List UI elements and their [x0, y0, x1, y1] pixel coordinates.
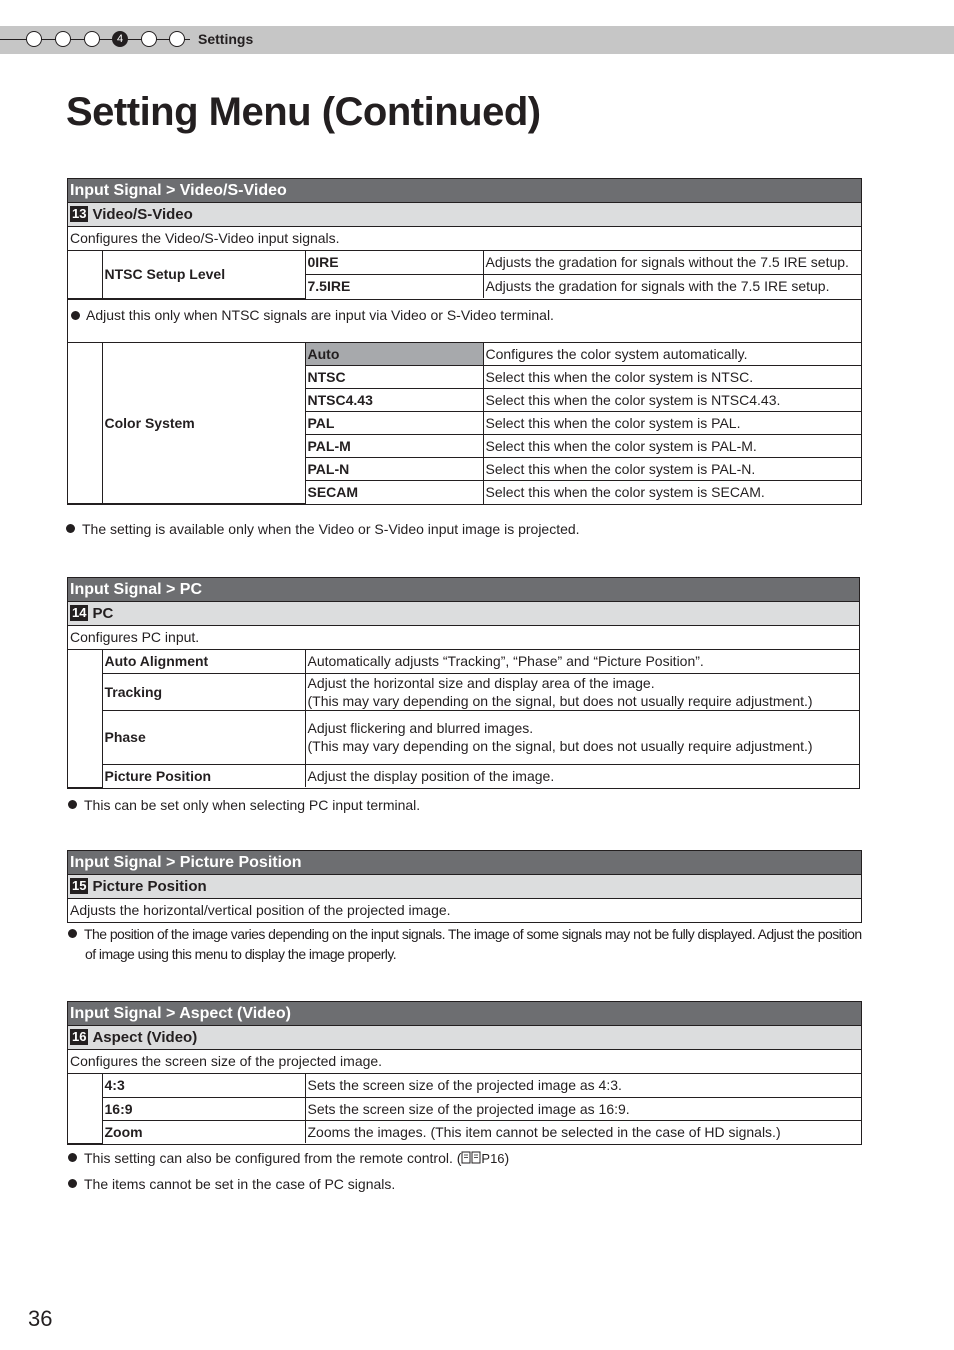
option-name: SECAM — [305, 481, 483, 504]
picture-position-note — [68, 924, 928, 964]
setting-description — [305, 673, 859, 710]
item-number: 15 — [72, 878, 87, 893]
color-system-table — [68, 343, 861, 505]
option-name: NTSC4.43 — [305, 389, 483, 412]
table-row — [68, 1120, 861, 1143]
chapter-marker-1 — [26, 31, 42, 47]
table-row — [68, 251, 861, 274]
block-header: Input Signal > PC — [68, 578, 859, 602]
option-name: 0IRE — [305, 251, 483, 274]
option-name: PAL — [305, 412, 483, 435]
picture-position-block — [67, 850, 862, 923]
setting-name: Color System — [102, 343, 305, 504]
indent-cell — [68, 1074, 102, 1143]
chapter-marker-2 — [55, 31, 71, 47]
note-text: This can be set only when selecting PC input terminal. — [84, 797, 421, 813]
page-title: Setting Menu (Continued) — [66, 90, 541, 134]
indent-cell — [68, 251, 102, 298]
table-row — [68, 1097, 861, 1120]
book-reference-icon — [461, 1151, 481, 1164]
item-number: 14 — [72, 605, 87, 620]
note-text: Adjust this only when NTSC signals are input via Video or S-Video terminal. — [86, 306, 554, 323]
option-name: NTSC — [305, 366, 483, 389]
indent-cell — [68, 343, 102, 504]
description-line: (This may vary depending on the signal, but does not usually require adjustment.) — [307, 692, 813, 709]
option-description: Adjusts the gradation for signals without the 7.5 IRE setup. — [483, 251, 861, 274]
option-name: PAL-N — [305, 458, 483, 481]
video-note — [66, 519, 580, 539]
description-line: (This may vary depending on the signal, but does not usually require adjustment.) — [307, 738, 813, 754]
description-line: Automatically adjusts “Tracking”, “Phase” and “Picture Position”. — [307, 653, 704, 670]
block-subheader — [68, 1026, 861, 1050]
bullet-icon — [66, 524, 75, 533]
video-settings-block — [67, 178, 862, 505]
note-text: The items cannot be set in the case of PC signals. — [84, 1176, 396, 1192]
block-header: Input Signal > Video/S-Video — [68, 179, 861, 203]
chapter-marker-3 — [84, 31, 100, 47]
aspect-block — [67, 1001, 862, 1145]
option-description: Select this when the color system is NTSC. — [483, 366, 861, 389]
bullet-icon — [68, 929, 77, 938]
bullet-icon — [68, 1179, 77, 1188]
option-description: Sets the screen size of the projected image as 16:9. — [305, 1097, 861, 1120]
block-subheader — [68, 875, 861, 899]
setting-name: Picture Position — [102, 764, 305, 787]
chapter-marker-6 — [169, 31, 185, 47]
item-name: Video/S-Video — [92, 206, 193, 223]
option-name-default: Auto — [305, 343, 483, 366]
option-description: Adjusts the gradation for signals with the 7.5 IRE setup. — [483, 274, 861, 298]
option-name: 16:9 — [102, 1097, 305, 1120]
pc-table — [68, 650, 859, 788]
chapter-bar — [0, 26, 954, 54]
bullet-icon — [71, 311, 80, 320]
option-description: Select this when the color system is PAL-N. — [483, 458, 861, 481]
option-description: Zooms the images. (This item cannot be selected in the case of HD signals.) — [305, 1120, 861, 1143]
section-label: Settings — [198, 31, 254, 47]
option-description: Configures the color system automatically. — [483, 343, 861, 366]
description-line: Adjust flickering and blurred images. — [307, 720, 534, 736]
option-description: Select this when the color system is PAL-M. — [483, 435, 861, 458]
setting-description — [305, 710, 859, 764]
item-name: PC — [92, 605, 114, 622]
block-header: Input Signal > Aspect (Video) — [68, 1002, 861, 1026]
note-text: ) — [504, 1150, 510, 1166]
block-header: Input Signal > Picture Position — [68, 851, 861, 875]
table-row — [68, 673, 859, 710]
option-description: Select this when the color system is SECAM. — [483, 481, 861, 504]
option-description: Select this when the color system is PAL. — [483, 412, 861, 435]
item-number: 16 — [72, 1029, 87, 1044]
ntsc-setup-table — [68, 251, 861, 299]
description-line: Adjust the horizontal size and display area of the image. — [307, 674, 655, 691]
setting-name: NTSC Setup Level — [102, 251, 305, 298]
pc-note — [68, 795, 420, 815]
aspect-note-remote — [68, 1148, 509, 1169]
table-row — [68, 1074, 861, 1097]
item-name: Picture Position — [92, 878, 207, 895]
aspect-note-pc — [68, 1174, 395, 1194]
setting-name: Tracking — [102, 673, 305, 710]
option-name: 4:3 — [102, 1074, 305, 1097]
option-name: PAL-M — [305, 435, 483, 458]
note-text: of image using this menu to display the image properly. — [85, 946, 397, 962]
option-description: Select this when the color system is NTSC4.43. — [483, 389, 861, 412]
option-name: 7.5IRE — [305, 274, 483, 298]
option-description: Sets the screen size of the projected image as 4:3. — [305, 1074, 861, 1097]
page-number: 36 — [28, 1306, 53, 1331]
setting-name: Auto Alignment — [102, 650, 305, 673]
bullet-icon — [68, 1153, 77, 1162]
block-description: Configures PC input. — [68, 626, 859, 650]
aspect-table — [68, 1074, 861, 1144]
table-row — [68, 343, 861, 366]
setting-name: Phase — [102, 710, 305, 764]
setting-description — [305, 650, 859, 673]
chapter-marker-5 — [141, 31, 157, 47]
note-text: This setting can also be configured from the remote control. ( — [84, 1150, 462, 1166]
pc-settings-block — [67, 577, 860, 789]
block-subheader — [68, 203, 861, 227]
item-name: Aspect (Video) — [92, 1029, 198, 1046]
ntsc-note — [68, 299, 861, 343]
chapter-marker-current: 4 — [112, 31, 128, 47]
description-line: Adjust the display position of the image. — [307, 767, 555, 784]
table-row — [68, 710, 859, 764]
option-name: Zoom — [102, 1120, 305, 1143]
note-text: The setting is available only when the Video or S-Video input image is projected. — [82, 521, 580, 537]
item-number: 13 — [72, 206, 87, 221]
block-description: Configures the Video/S-Video input signals. — [68, 227, 861, 251]
page-reference-link[interactable]: P16 — [481, 1151, 505, 1166]
note-text: The position of the image varies depending on the input signals. The image of some signals may not be fully displayed. Adjust the position — [84, 926, 862, 942]
indent-cell — [68, 650, 102, 787]
block-description: Configures the screen size of the projected image. — [68, 1050, 861, 1074]
table-row — [68, 764, 859, 787]
setting-description — [305, 764, 859, 787]
table-row — [68, 650, 859, 673]
bullet-icon — [68, 800, 77, 809]
block-description: Adjusts the horizontal/vertical position of the projected image. — [70, 902, 451, 918]
block-subheader — [68, 602, 859, 626]
